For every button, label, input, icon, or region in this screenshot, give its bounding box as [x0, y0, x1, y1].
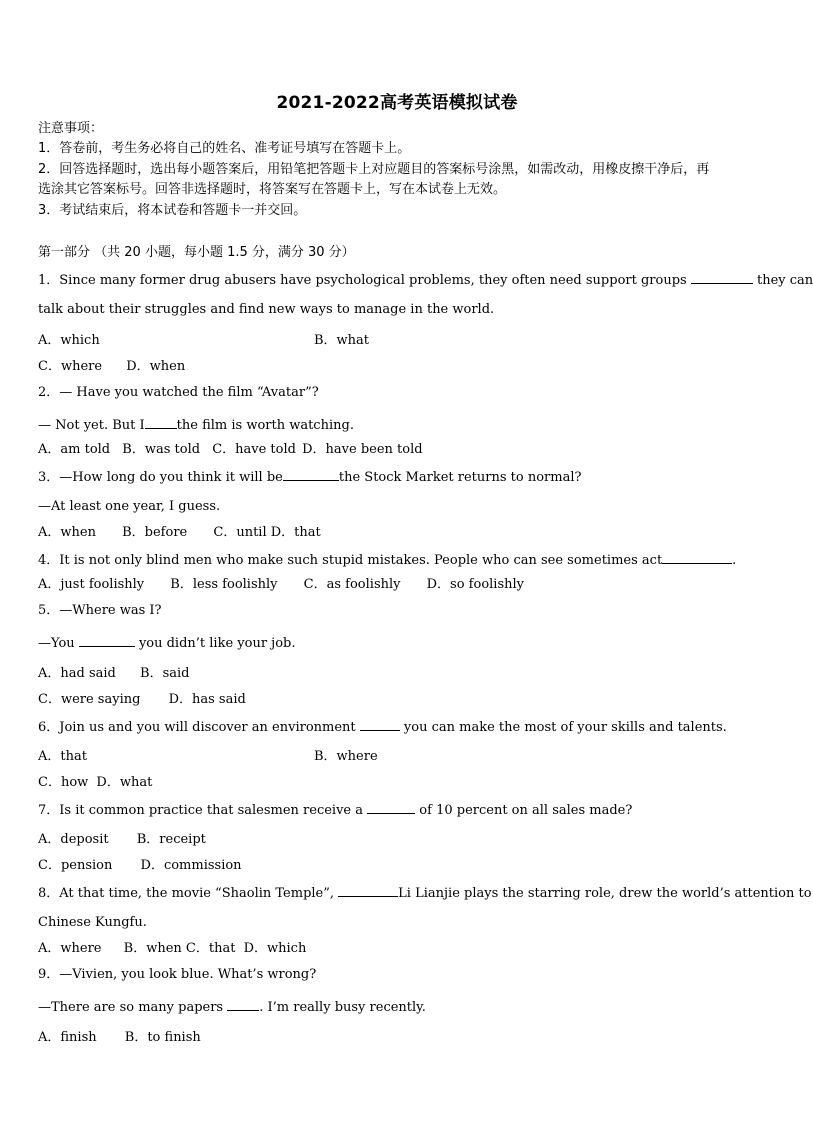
- q5-options-cd: [38, 692, 246, 708]
- notice-item-3: 3．考试结束后，将本试卷和答题卡一并交回。: [38, 203, 307, 218]
- q7-option-b: B．receipt: [136, 832, 206, 847]
- answer-blank: [367, 801, 415, 814]
- q6-stem-part-a: 6．Join us and you will discover an environment: [38, 720, 356, 735]
- q6-stem-part-b: you can make the most of your skills and talents.: [403, 720, 727, 735]
- answer-blank: [360, 718, 400, 731]
- notice-item-1: 1．答卷前，考生务必将自己的姓名、准考证号填写在答题卡上。: [38, 141, 411, 156]
- q7-option-a: A．deposit: [38, 832, 109, 847]
- q3-line-2: —At least one year, I guess.: [38, 499, 221, 514]
- q6-option-a: A．that: [38, 749, 87, 764]
- q5-line-2: [38, 634, 296, 652]
- q2-line-2-part-a: — Not yet. But I: [38, 418, 145, 433]
- q4-option-c: C．as foolishly: [303, 577, 401, 592]
- q1-option-d: D．when: [126, 359, 186, 374]
- q2-option-d: D．have been told: [302, 442, 423, 457]
- q8-option-a: A．where: [38, 941, 102, 956]
- q2-line-2: [38, 416, 354, 434]
- q5-line-1: 5．—Where was I?: [38, 603, 162, 618]
- q7-stem-part-a: 7．Is it common practice that salesmen receive a: [38, 803, 364, 818]
- q3-line-1: [38, 468, 581, 486]
- answer-blank: [338, 884, 398, 897]
- q6-option-c: C．how: [38, 775, 89, 790]
- q9-option-a: A．finish: [38, 1030, 97, 1045]
- q6-options-cd: [38, 775, 152, 791]
- q2-options: [38, 442, 423, 458]
- answer-blank: [691, 271, 753, 284]
- q9-options: [38, 1030, 201, 1046]
- q3-line-1-part-b: the Stock Market returns to normal?: [338, 470, 582, 485]
- q8-option-b: B．when: [123, 941, 182, 956]
- q4-option-a: A．just foolishly: [38, 577, 145, 592]
- q5-option-d: D．has said: [168, 692, 246, 707]
- q4-stem-part-b: .: [732, 553, 737, 568]
- q5-option-b: B．said: [140, 666, 190, 681]
- q4-stem: [38, 551, 736, 569]
- q5-line-2-part-a: —You: [38, 636, 75, 651]
- q3-option-a: A．when: [38, 525, 96, 540]
- q5-option-c: C．were saying: [38, 692, 141, 707]
- q9-option-b: B．to finish: [124, 1030, 201, 1045]
- q8-stem-part-b: Li Lianjie plays the starring role, drew the world’s attention to: [398, 886, 812, 901]
- q4-options: [38, 577, 524, 593]
- q1-stem-part-c: talk about their struggles and find new ways to manage in the world.: [38, 302, 495, 317]
- q2-option-b: B．was told: [122, 442, 201, 457]
- q2-option-a: A．am told: [38, 442, 111, 457]
- answer-blank: [145, 416, 177, 429]
- notice-item-2a: 2．回答选择题时，选出每小题答案后，用铅笔把答题卡上对应题目的答案标号涂黑，如需改动，用橡皮擦干净后，再: [38, 162, 710, 177]
- q7-options-cd: [38, 858, 242, 874]
- q1-option-a: A．which: [38, 333, 100, 348]
- q2-line-1: 2．— Have you watched the film “Avatar”?: [38, 385, 319, 400]
- q7-option-d: D．commission: [140, 858, 242, 873]
- q1-stem-part-b: they can: [756, 273, 813, 288]
- question-1-stem: [38, 271, 813, 289]
- q6-stem: [38, 718, 727, 736]
- q4-option-b: B．less foolishly: [170, 577, 278, 592]
- q3-option-d: D．that: [270, 525, 321, 540]
- q9-line-2-part-b: . I’m really busy recently.: [259, 1000, 426, 1015]
- q1-options-cd: [38, 359, 185, 375]
- q7-option-c: C．pension: [38, 858, 113, 873]
- q4-option-d: D．so foolishly: [426, 577, 525, 592]
- q8-stem-part-a: 8．At that time, the movie “Shaolin Temple”,: [38, 886, 335, 901]
- q5-line-2-part-b: you didn’t like your job.: [138, 636, 296, 651]
- q8-stem-part-c: Chinese Kungfu.: [38, 915, 147, 930]
- q3-option-c: C．until: [213, 525, 267, 540]
- notice-item-2b: 选涂其它答案标号。回答非选择题时，将答案写在答题卡上，写在本试卷上无效。: [38, 182, 507, 197]
- q5-options-ab: [38, 666, 189, 682]
- q8-stem: [38, 884, 812, 902]
- q8-option-c: C．that: [185, 941, 236, 956]
- answer-blank: [79, 634, 135, 647]
- q1-option-c: C．where: [38, 359, 103, 374]
- answer-blank: [283, 468, 339, 481]
- q2-line-2-part-b: the film is worth watching.: [176, 418, 354, 433]
- q2-option-c: C．have told: [212, 442, 296, 457]
- q3-line-1-part-a: 3．—How long do you think it will be: [38, 470, 283, 485]
- q7-options-ab: [38, 832, 206, 848]
- q8-options: [38, 941, 306, 957]
- q7-stem: [38, 801, 632, 819]
- q9-line-2: [38, 998, 426, 1016]
- q9-line-2-part-a: —There are so many papers: [38, 1000, 224, 1015]
- q6-option-d: D．what: [96, 775, 153, 790]
- q8-option-d: D．which: [243, 941, 307, 956]
- q4-stem-part-a: 4．It is not only blind men who make such stupid mistakes. People who can see sometimes act: [38, 553, 663, 568]
- answer-blank: [662, 551, 732, 564]
- page-title: 2021-2022高考英语模拟试卷: [276, 93, 518, 113]
- q7-stem-part-b: of 10 percent on all sales made?: [419, 803, 633, 818]
- q6-option-b: B．where: [314, 749, 378, 764]
- q3-options: [38, 525, 321, 541]
- q9-line-1: 9．—Vivien, you look blue. What’s wrong?: [38, 967, 317, 982]
- q1-stem-part-a: 1．Since many former drug abusers have psychological problems, they often need support groups: [38, 273, 687, 288]
- q1-option-b: B．what: [314, 333, 370, 348]
- answer-blank: [227, 998, 259, 1011]
- section-header: 第一部分 （共 20 小题，每小题 1.5 分，满分 30 分）: [38, 245, 355, 260]
- notice-heading: 注意事项：: [38, 121, 104, 136]
- q3-option-b: B．before: [122, 525, 188, 540]
- q5-option-a: A．had said: [38, 666, 116, 681]
